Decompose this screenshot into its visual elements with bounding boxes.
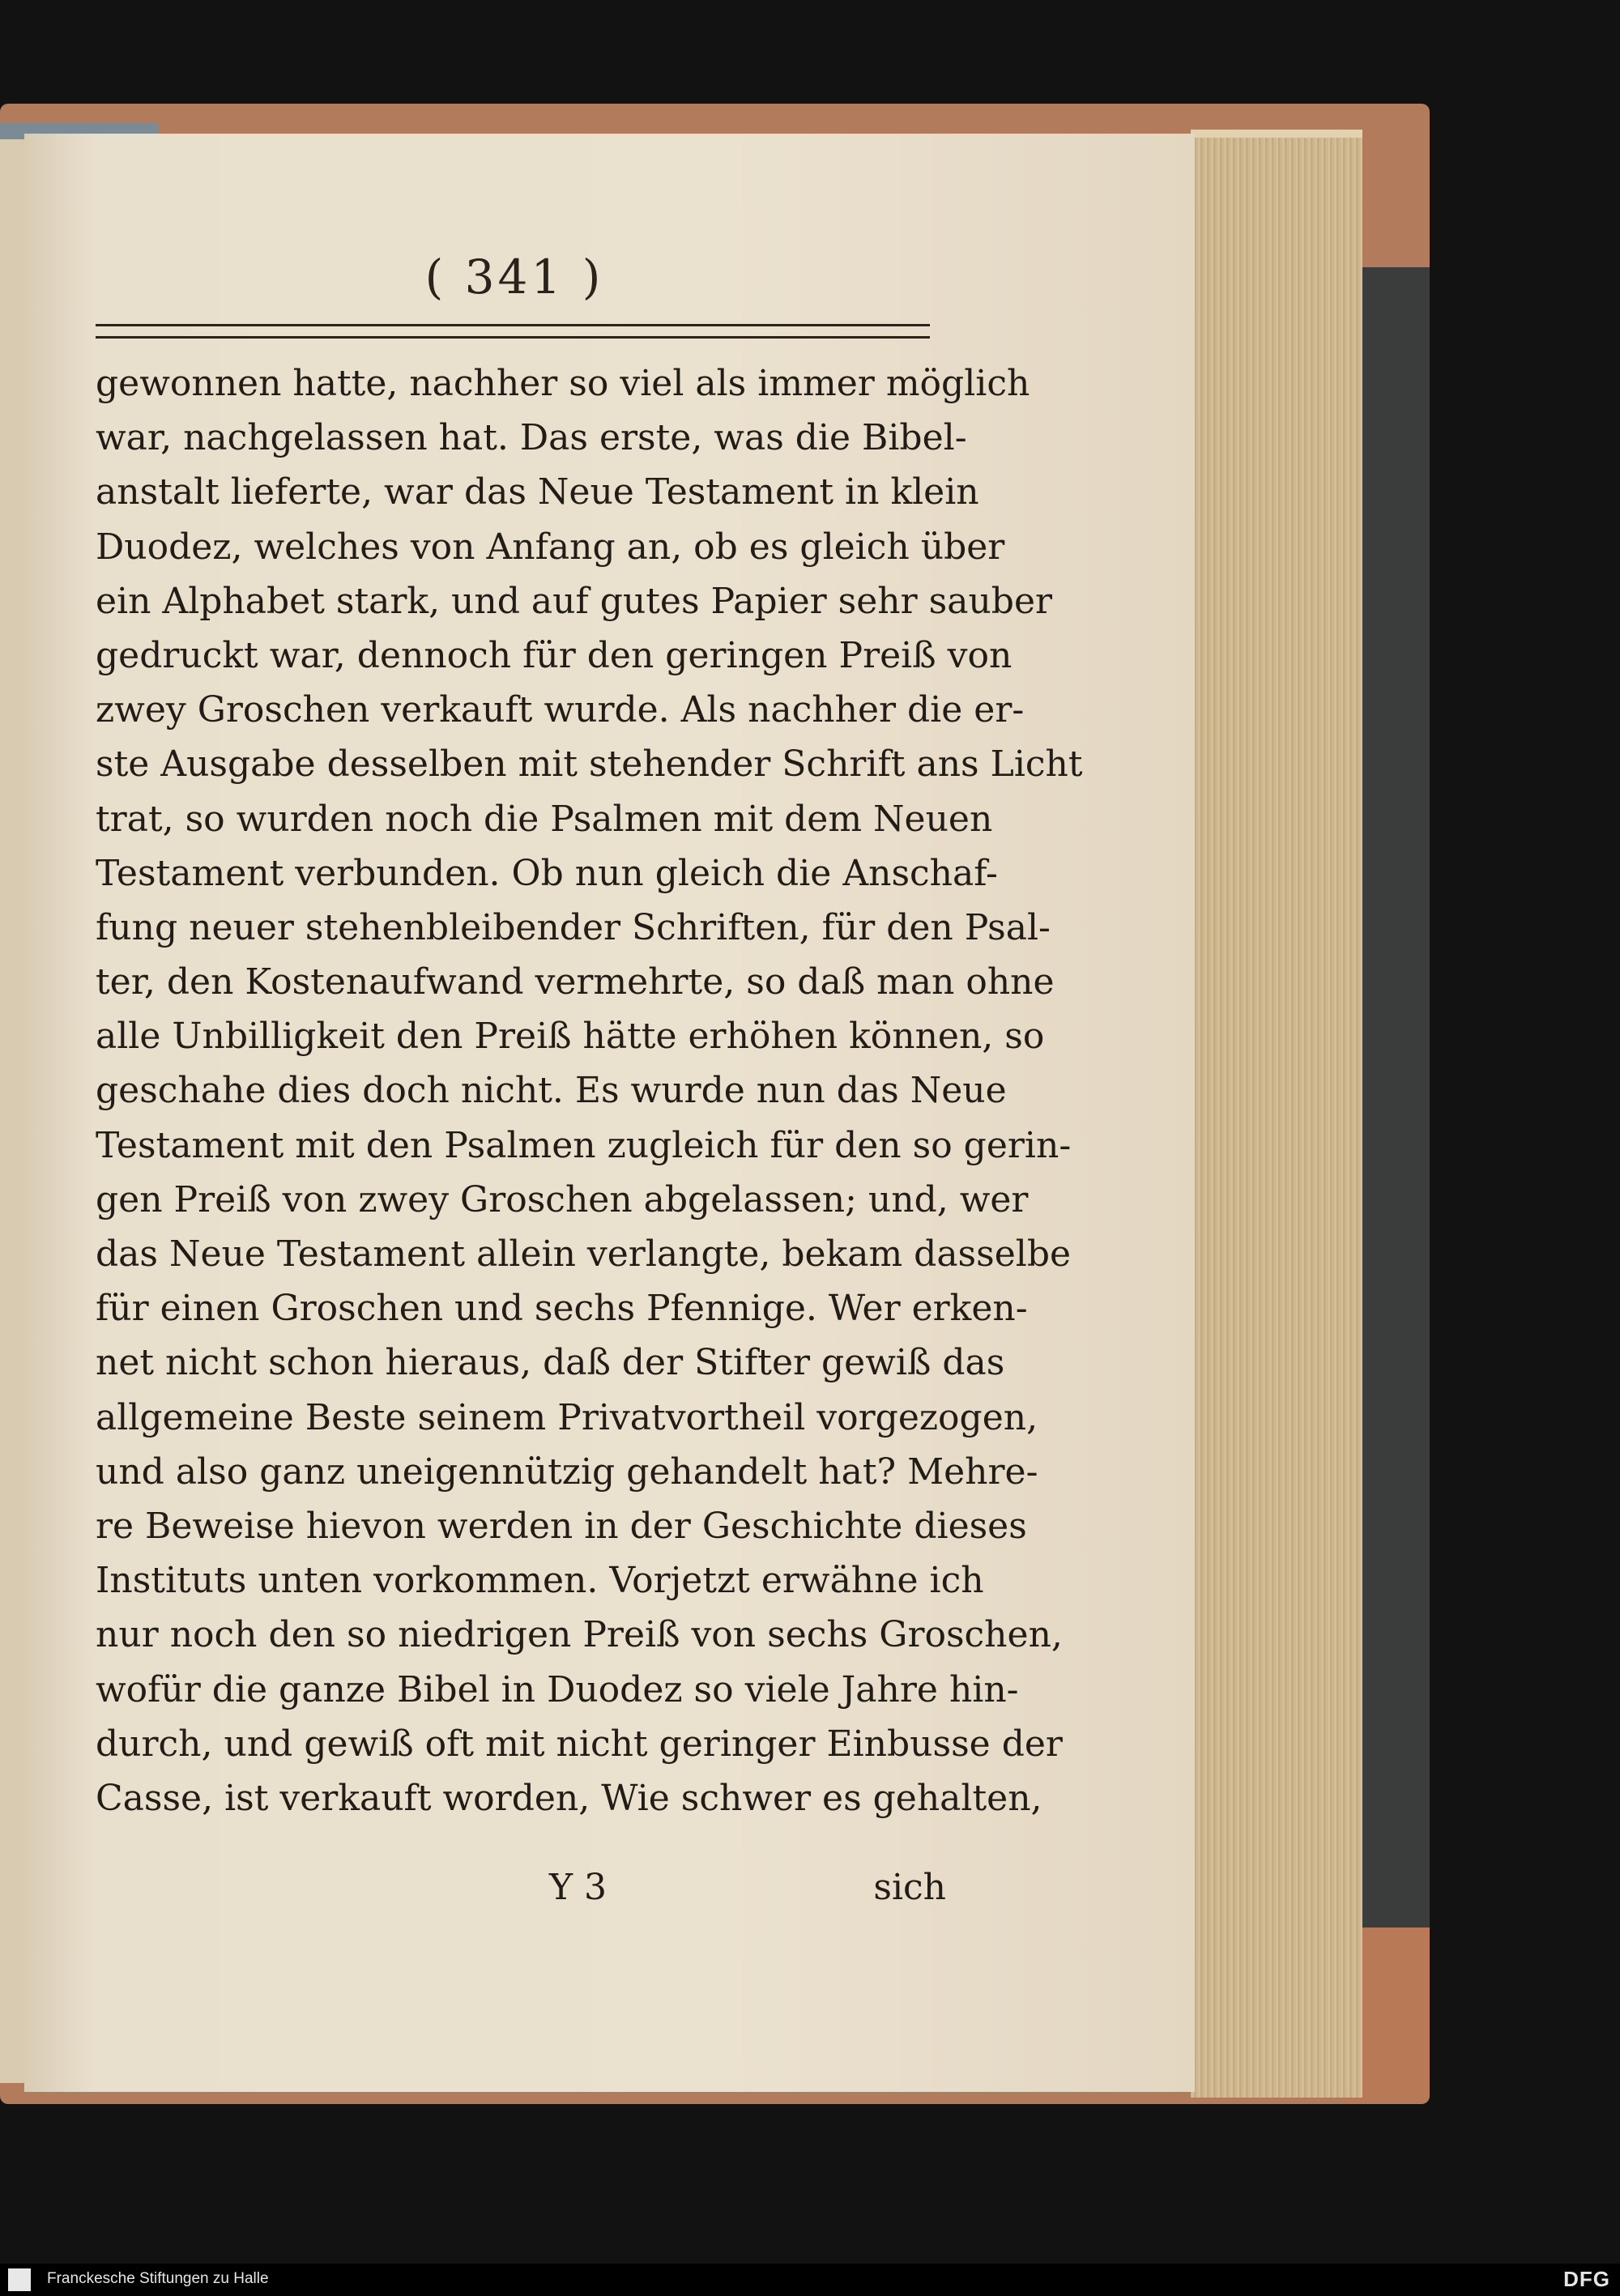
text-line: gewonnen hatte, nachher so viel als immer möglich xyxy=(96,363,1030,404)
text-line: allgemeine Beste seinem Privatvortheil vorgezogen, xyxy=(96,1396,1038,1438)
text-line: war, nachgelassen hat. Das erste, was die Bibel- xyxy=(96,417,967,459)
text-line: durch, und gewiß oft mit nicht geringer Einbusse der xyxy=(96,1723,1063,1765)
header-rule xyxy=(96,324,930,339)
page-header: ( 341 ) xyxy=(424,249,604,305)
text-line: geschahe dies doch nicht. Es wurde nun das Neue xyxy=(96,1070,1007,1112)
book-cover-cloth xyxy=(1357,267,1430,1928)
text-line: Testament mit den Psalmen zugleich für den so gerin- xyxy=(96,1124,1072,1166)
text-line: das Neue Testament allein verlangte, bekam dasselbe xyxy=(96,1233,1072,1275)
text-line: re Beweise hievon werden in der Geschichte dieses xyxy=(96,1505,1027,1547)
page-block-edges xyxy=(1191,138,1362,2098)
text-line: Duodez, welches von Anfang an, ob es gleich über xyxy=(96,526,1005,568)
funder-logo: DFG xyxy=(1563,2267,1610,2291)
viewer-footer-bar xyxy=(0,2264,1620,2296)
text-line: anstalt lieferte, war das Neue Testament in klein xyxy=(96,471,979,513)
text-line: gen Preiß von zwey Groschen abgelassen; und, wer xyxy=(96,1178,1029,1220)
page-footer xyxy=(96,1867,946,1923)
text-line: Casse, ist verkauft worden, Wie schwer es gehalten, xyxy=(96,1777,1042,1819)
institution-name: Franckesche Stiftungen zu Halle xyxy=(47,2270,269,2287)
catchword: sich xyxy=(873,1867,946,1908)
text-line: und also ganz uneigennützig gehandelt hat? Mehre- xyxy=(96,1450,1038,1493)
text-line: net nicht schon hieraus, daß der Stifter gewiß das xyxy=(96,1342,1005,1384)
institution-logo-icon xyxy=(8,2268,31,2291)
text-line: gedruckt war, dennoch für den geringen Preiß von xyxy=(96,634,1013,676)
text-line: wofür die ganze Bibel in Duodez so viele Jahre hin- xyxy=(96,1668,1019,1710)
text-line: alle Unbilligkeit den Preiß hätte erhöhen können, so xyxy=(96,1016,1045,1058)
text-line: trat, so wurden noch die Psalmen mit dem Neuen xyxy=(96,798,993,840)
body-text xyxy=(96,356,1083,1825)
text-line: zwey Groschen verkauft wurde. Als nachher die er- xyxy=(96,689,1025,731)
text-line: ein Alphabet stark, und auf gutes Papier sehr sauber xyxy=(96,580,1053,622)
text-line: ter, den Kostenaufwand vermehrte, so daß man ohne xyxy=(96,961,1055,1003)
signature-mark: Y 3 xyxy=(549,1867,608,1908)
text-line: Testament verbunden. Ob nun gleich die Anschaf- xyxy=(96,852,998,894)
text-line: ste Ausgabe desselben mit stehender Schrift ans Licht xyxy=(96,743,1083,786)
text-line: Instituts unten vorkommen. Vorjetzt erwähne ich xyxy=(96,1560,984,1602)
text-line: für einen Groschen und sechs Pfennige. Wer erken- xyxy=(96,1288,1028,1330)
text-line: nur noch den so niedrigen Preiß von sechs Groschen, xyxy=(96,1614,1063,1656)
text-line: fung neuer stehenbleibender Schriften, für den Psal- xyxy=(96,906,1051,948)
